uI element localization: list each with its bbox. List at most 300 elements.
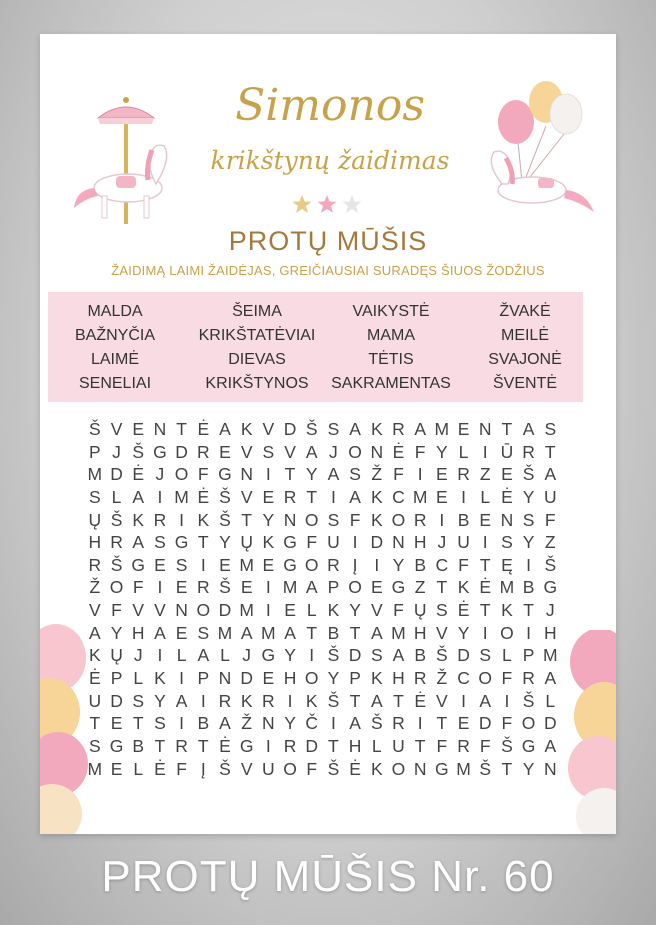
grid-letter[interactable]: Ė <box>392 441 405 462</box>
grid-letter[interactable]: Y <box>110 622 123 643</box>
grid-letter[interactable]: S <box>154 532 166 553</box>
grid-letter[interactable]: T <box>393 690 404 711</box>
grid-letter[interactable]: S <box>132 690 145 711</box>
grid-letter[interactable]: H <box>413 622 427 643</box>
grid-letter[interactable]: F <box>111 600 122 621</box>
grid-letter[interactable]: R <box>413 668 427 689</box>
grid-letter[interactable]: T <box>306 486 318 507</box>
grid-letter[interactable]: G <box>543 577 558 598</box>
grid-letter[interactable]: G <box>218 464 232 485</box>
grid-letter[interactable]: Š <box>305 419 318 439</box>
grid-letter[interactable]: I <box>200 690 206 711</box>
grid-letter[interactable]: O <box>348 577 362 598</box>
grid-letter[interactable]: K <box>370 486 383 507</box>
grid-letter[interactable]: K <box>89 645 101 666</box>
grid-letter[interactable]: E <box>175 577 188 598</box>
grid-letter[interactable]: T <box>306 622 318 643</box>
grid-letter[interactable]: Į <box>352 554 358 575</box>
grid-letter[interactable]: S <box>522 509 535 530</box>
grid-letter[interactable]: R <box>88 554 102 575</box>
grid-letter[interactable]: O <box>391 758 406 779</box>
grid-letter[interactable]: L <box>371 735 382 756</box>
grid-letter[interactable]: R <box>283 735 297 756</box>
grid-letter[interactable]: R <box>283 486 297 507</box>
grid-letter[interactable]: Y <box>392 554 405 575</box>
grid-letter[interactable]: A <box>132 486 145 507</box>
grid-letter[interactable]: Ė <box>414 690 426 711</box>
grid-letter[interactable]: V <box>436 690 448 711</box>
grid-letter[interactable]: M <box>456 758 471 779</box>
grid-letter[interactable]: E <box>219 441 231 462</box>
grid-letter[interactable]: P <box>349 668 361 689</box>
grid-letter[interactable]: J <box>242 645 252 666</box>
grid-letter[interactable]: Z <box>544 532 556 553</box>
grid-letter[interactable]: S <box>327 509 340 530</box>
grid-letter[interactable]: K <box>370 668 383 689</box>
grid-letter[interactable]: M <box>239 600 254 621</box>
grid-letter[interactable]: T <box>241 509 252 530</box>
grid-letter[interactable]: U <box>457 532 470 553</box>
grid-letter[interactable]: M <box>217 622 233 643</box>
grid-letter[interactable]: J <box>155 464 165 485</box>
grid-letter[interactable]: L <box>502 645 512 666</box>
grid-letter[interactable]: A <box>544 464 557 485</box>
grid-letter[interactable]: E <box>436 486 448 507</box>
grid-letter[interactable]: E <box>262 486 275 507</box>
grid-letter[interactable]: L <box>133 758 144 779</box>
grid-letter[interactable]: I <box>526 622 532 643</box>
grid-letter[interactable]: G <box>283 532 297 553</box>
grid-letter[interactable]: E <box>240 577 253 598</box>
grid-letter[interactable]: T <box>197 532 209 553</box>
grid-letter[interactable]: U <box>543 486 557 507</box>
grid-letter[interactable]: P <box>197 668 210 689</box>
grid-letter[interactable]: I <box>352 532 358 553</box>
grid-letter[interactable]: Y <box>522 532 535 553</box>
grid-letter[interactable]: F <box>479 735 491 756</box>
grid-letter[interactable]: D <box>348 645 362 666</box>
grid-letter[interactable]: G <box>521 735 536 756</box>
grid-letter[interactable]: S <box>544 419 557 439</box>
grid-letter[interactable]: F <box>393 600 404 621</box>
grid-letter[interactable]: I <box>179 509 185 530</box>
grid-letter[interactable]: E <box>457 419 470 439</box>
grid-letter[interactable]: E <box>479 509 492 530</box>
grid-letter[interactable]: Š <box>219 486 231 507</box>
grid-letter[interactable]: F <box>414 441 426 462</box>
grid-letter[interactable]: U <box>262 758 275 779</box>
grid-letter[interactable]: E <box>262 668 275 689</box>
grid-letter[interactable]: Š <box>522 464 535 485</box>
grid-letter[interactable]: C <box>392 486 405 507</box>
grid-letter[interactable]: B <box>327 622 340 643</box>
grid-letter[interactable]: D <box>240 668 253 689</box>
grid-letter[interactable]: E <box>262 554 275 575</box>
grid-letter[interactable]: S <box>197 622 210 643</box>
grid-letter[interactable]: E <box>501 464 513 485</box>
grid-letter[interactable]: G <box>435 758 449 779</box>
grid-letter[interactable]: D <box>457 645 470 666</box>
grid-letter[interactable]: A <box>154 622 166 643</box>
grid-letter[interactable]: Ž <box>241 713 252 734</box>
grid-letter[interactable]: T <box>89 713 101 734</box>
grid-letter[interactable]: Ė <box>89 668 101 689</box>
grid-letter[interactable]: O <box>500 622 514 643</box>
grid-letter[interactable]: O <box>304 509 319 530</box>
grid-letter[interactable]: K <box>305 690 318 711</box>
grid-letter[interactable]: Y <box>305 464 318 485</box>
grid-letter[interactable]: U <box>327 532 340 553</box>
grid-letter[interactable]: Ž <box>436 668 448 689</box>
grid-letter[interactable]: N <box>153 419 167 439</box>
grid-letter[interactable]: J <box>437 532 447 553</box>
grid-letter[interactable]: G <box>283 554 297 575</box>
grid-letter[interactable]: V <box>132 600 145 621</box>
grid-letter[interactable]: Ė <box>501 486 513 507</box>
grid-letter[interactable]: K <box>370 758 383 779</box>
grid-letter[interactable]: E <box>132 419 145 439</box>
grid-letter[interactable]: Y <box>262 509 275 530</box>
grid-letter[interactable]: N <box>392 532 405 553</box>
grid-letter[interactable]: Š <box>327 690 340 711</box>
grid-letter[interactable]: M <box>542 645 558 666</box>
grid-letter[interactable]: Y <box>284 645 296 666</box>
grid-letter[interactable]: A <box>544 668 557 689</box>
grid-letter[interactable]: O <box>196 600 211 621</box>
grid-letter[interactable]: Z <box>414 577 426 598</box>
grid-letter[interactable]: L <box>545 690 556 711</box>
grid-letter[interactable]: E <box>457 713 470 734</box>
grid-letter[interactable]: G <box>153 441 167 462</box>
grid-letter[interactable]: B <box>414 554 426 575</box>
grid-letter[interactable]: A <box>284 622 296 643</box>
grid-letter[interactable]: Š <box>327 645 340 666</box>
grid-letter[interactable]: L <box>111 486 122 507</box>
grid-letter[interactable]: V <box>370 600 383 621</box>
grid-letter[interactable]: I <box>179 668 185 689</box>
grid-letter[interactable]: O <box>391 509 406 530</box>
grid-letter[interactable]: M <box>87 464 103 485</box>
grid-letter[interactable]: A <box>370 622 383 643</box>
grid-letter[interactable]: Ę <box>501 554 513 575</box>
grid-letter[interactable]: M <box>412 486 428 507</box>
grid-letter[interactable]: T <box>197 735 209 756</box>
grid-letter[interactable]: I <box>526 554 532 575</box>
grid-letter[interactable]: D <box>175 441 188 462</box>
grid-letter[interactable]: T <box>501 758 513 779</box>
grid-letter[interactable]: Ė <box>219 735 231 756</box>
grid-letter[interactable]: S <box>501 532 513 553</box>
grid-letter[interactable]: T <box>436 713 448 734</box>
grid-letter[interactable]: O <box>521 713 536 734</box>
grid-letter[interactable]: V <box>436 622 448 643</box>
grid-letter[interactable]: F <box>306 758 318 779</box>
grid-letter[interactable]: B <box>414 645 426 666</box>
grid-letter[interactable]: Ų <box>110 645 123 666</box>
grid-letter[interactable]: R <box>457 735 470 756</box>
grid-letter[interactable]: M <box>391 622 406 643</box>
grid-letter[interactable]: S <box>370 645 383 666</box>
grid-letter[interactable]: R <box>196 441 210 462</box>
grid-letter[interactable]: R <box>522 441 535 462</box>
grid-letter[interactable]: F <box>349 509 361 530</box>
grid-letter[interactable]: A <box>349 713 361 734</box>
grid-letter[interactable]: A <box>414 419 426 439</box>
grid-letter[interactable]: L <box>458 441 469 462</box>
grid-letter[interactable]: T <box>132 713 144 734</box>
grid-letter[interactable]: S <box>262 441 275 462</box>
grid-letter[interactable]: M <box>174 486 189 507</box>
grid-letter[interactable]: I <box>461 690 466 711</box>
grid-letter[interactable]: V <box>154 600 166 621</box>
grid-letter[interactable]: I <box>330 713 336 734</box>
grid-letter[interactable]: Ė <box>132 464 145 485</box>
grid-letter[interactable]: F <box>176 758 187 779</box>
grid-letter[interactable]: N <box>478 419 492 439</box>
grid-letter[interactable]: S <box>89 486 101 507</box>
grid-letter[interactable]: T <box>176 419 187 439</box>
grid-letter[interactable]: Ė <box>349 758 361 779</box>
grid-letter[interactable]: R <box>327 554 340 575</box>
grid-letter[interactable]: A <box>89 622 101 643</box>
grid-letter[interactable]: R <box>457 464 470 485</box>
grid-letter[interactable]: K <box>197 509 210 530</box>
grid-letter[interactable]: J <box>329 441 338 462</box>
grid-letter[interactable]: T <box>523 600 534 621</box>
grid-letter[interactable]: N <box>283 509 297 530</box>
grid-letter[interactable]: E <box>110 758 123 779</box>
grid-letter[interactable]: R <box>413 509 427 530</box>
grid-letter[interactable]: I <box>265 735 271 756</box>
grid-letter[interactable]: O <box>304 554 319 575</box>
grid-letter[interactable]: R <box>522 668 535 689</box>
grid-letter[interactable]: U <box>392 735 405 756</box>
grid-letter[interactable]: Š <box>219 577 231 598</box>
grid-letter[interactable]: S <box>327 419 340 439</box>
grid-letter[interactable]: T <box>154 735 166 756</box>
grid-letter[interactable]: Ė <box>154 758 166 779</box>
grid-letter[interactable]: Š <box>501 735 513 756</box>
grid-letter[interactable]: Z <box>479 464 491 485</box>
grid-letter[interactable]: N <box>240 464 253 485</box>
grid-letter[interactable]: Ų <box>88 509 102 530</box>
grid-letter[interactable]: D <box>283 419 297 439</box>
grid-letter[interactable]: T <box>479 600 491 621</box>
grid-letter[interactable]: O <box>174 464 189 485</box>
grid-letter[interactable]: L <box>133 668 144 689</box>
grid-letter[interactable]: I <box>461 486 466 507</box>
grid-letter[interactable]: R <box>392 419 405 439</box>
grid-letter[interactable]: S <box>89 735 101 756</box>
grid-letter[interactable]: K <box>327 600 340 621</box>
grid-letter[interactable]: R <box>110 532 123 553</box>
grid-letter[interactable]: I <box>265 464 271 485</box>
grid-letter[interactable]: V <box>110 419 123 439</box>
grid-letter[interactable]: Š <box>110 509 123 530</box>
grid-letter[interactable]: Š <box>110 554 123 575</box>
grid-letter[interactable]: H <box>131 622 145 643</box>
grid-letter[interactable]: I <box>482 622 488 643</box>
grid-letter[interactable]: D <box>305 735 319 756</box>
grid-letter[interactable]: V <box>284 441 296 462</box>
grid-letter[interactable]: V <box>262 419 275 439</box>
grid-letter[interactable]: B <box>132 735 145 756</box>
grid-letter[interactable]: N <box>413 758 427 779</box>
grid-letter[interactable]: Y <box>327 668 340 689</box>
grid-letter[interactable]: I <box>157 577 163 598</box>
grid-letter[interactable]: M <box>282 577 298 598</box>
grid-letter[interactable]: K <box>370 419 383 439</box>
grid-letter[interactable]: L <box>220 645 230 666</box>
grid-letter[interactable]: J <box>545 600 555 621</box>
grid-letter[interactable]: Š <box>132 441 145 462</box>
grid-letter[interactable]: M <box>261 622 276 643</box>
grid-letter[interactable]: I <box>504 690 510 711</box>
grid-letter[interactable]: V <box>89 600 101 621</box>
grid-letter[interactable]: Š <box>479 758 492 779</box>
grid-letter[interactable]: N <box>370 441 384 462</box>
grid-letter[interactable]: Y <box>436 441 448 462</box>
grid-letter[interactable]: P <box>522 645 535 666</box>
grid-letter[interactable]: A <box>327 464 340 485</box>
grid-letter[interactable]: Ė <box>479 577 492 598</box>
grid-letter[interactable]: Į <box>200 758 206 779</box>
grid-letter[interactable]: A <box>305 577 318 598</box>
grid-letter[interactable]: F <box>197 464 209 485</box>
grid-letter[interactable]: G <box>174 532 189 553</box>
grid-letter[interactable]: F <box>132 577 144 598</box>
grid-letter[interactable]: K <box>132 509 145 530</box>
grid-letter[interactable]: G <box>131 554 146 575</box>
grid-letter[interactable]: T <box>479 554 491 575</box>
grid-letter[interactable]: I <box>287 690 293 711</box>
grid-letter[interactable]: V <box>240 758 253 779</box>
grid-letter[interactable]: E <box>219 554 231 575</box>
grid-letter[interactable]: A <box>392 645 405 666</box>
grid-letter[interactable]: I <box>374 554 380 575</box>
grid-letter[interactable]: O <box>283 758 297 779</box>
grid-letter[interactable]: T <box>436 577 448 598</box>
grid-letter[interactable]: M <box>499 577 515 598</box>
grid-letter[interactable]: P <box>327 577 340 598</box>
grid-letter[interactable]: H <box>283 668 297 689</box>
grid-letter[interactable]: Ų <box>240 532 253 553</box>
grid-letter[interactable]: G <box>109 735 124 756</box>
grid-letter[interactable]: N <box>543 758 557 779</box>
grid-letter[interactable]: D <box>110 690 123 711</box>
grid-letter[interactable]: G <box>239 735 254 756</box>
grid-letter[interactable]: I <box>309 645 315 666</box>
grid-letter[interactable]: E <box>154 554 166 575</box>
grid-letter[interactable]: A <box>349 486 361 507</box>
grid-letter[interactable]: T <box>328 735 339 756</box>
grid-letter[interactable]: O <box>109 577 124 598</box>
grid-letter[interactable]: L <box>306 600 317 621</box>
grid-letter[interactable]: I <box>417 464 423 485</box>
grid-letter[interactable]: V <box>240 486 253 507</box>
grid-letter[interactable]: Š <box>219 509 231 530</box>
grid-letter[interactable]: K <box>240 690 253 711</box>
grid-letter[interactable]: R <box>392 713 405 734</box>
grid-letter[interactable]: S <box>349 464 361 485</box>
grid-letter[interactable]: F <box>458 554 469 575</box>
grid-letter[interactable]: Š <box>327 758 340 779</box>
grid-letter[interactable]: A <box>175 690 188 711</box>
grid-letter[interactable]: Y <box>457 622 470 643</box>
grid-letter[interactable]: H <box>348 735 362 756</box>
grid-letter[interactable]: A <box>305 441 318 462</box>
grid-letter[interactable]: F <box>501 713 513 734</box>
grid-letter[interactable]: D <box>110 464 123 485</box>
grid-letter[interactable]: K <box>457 577 470 598</box>
grid-letter[interactable]: K <box>501 600 513 621</box>
grid-letter[interactable]: Y <box>349 600 361 621</box>
grid-letter[interactable]: F <box>306 532 318 553</box>
grid-letter[interactable]: J <box>112 441 121 462</box>
grid-letter[interactable]: D <box>478 713 492 734</box>
grid-letter[interactable]: A <box>240 622 253 643</box>
grid-letter[interactable]: I <box>482 532 488 553</box>
grid-letter[interactable]: N <box>218 668 232 689</box>
grid-letter[interactable]: E <box>436 464 448 485</box>
grid-letter[interactable]: I <box>482 441 488 462</box>
grid-letter[interactable]: E <box>175 622 188 643</box>
grid-letter[interactable]: A <box>370 690 383 711</box>
grid-letter[interactable]: P <box>110 668 123 689</box>
grid-letter[interactable]: N <box>262 713 275 734</box>
grid-letter[interactable]: A <box>544 735 557 756</box>
grid-letter[interactable]: K <box>370 509 383 530</box>
grid-letter[interactable]: A <box>479 690 492 711</box>
grid-letter[interactable]: T <box>284 464 296 485</box>
grid-letter[interactable]: T <box>544 441 556 462</box>
grid-letter[interactable]: P <box>89 441 101 462</box>
grid-letter[interactable]: F <box>393 464 404 485</box>
grid-letter[interactable]: Č <box>305 713 319 734</box>
grid-letter[interactable]: S <box>436 600 448 621</box>
grid-letter[interactable]: O <box>348 441 362 462</box>
grid-letter[interactable]: R <box>218 690 232 711</box>
grid-letter[interactable]: A <box>219 713 231 734</box>
grid-letter[interactable]: Š <box>436 645 448 666</box>
grid-letter[interactable]: B <box>457 509 470 530</box>
grid-letter[interactable]: D <box>543 713 557 734</box>
grid-letter[interactable]: Š <box>219 758 231 779</box>
grid-letter[interactable]: T <box>501 419 513 439</box>
grid-letter[interactable]: A <box>132 532 145 553</box>
grid-letter[interactable]: I <box>439 509 445 530</box>
grid-letter[interactable]: O <box>478 668 493 689</box>
grid-letter[interactable]: S <box>479 645 492 666</box>
grid-letter[interactable]: M <box>434 419 450 439</box>
grid-letter[interactable]: H <box>88 532 102 553</box>
grid-letter[interactable]: A <box>522 419 535 439</box>
grid-letter[interactable]: L <box>480 486 491 507</box>
grid-letter[interactable]: K <box>240 419 253 439</box>
grid-letter[interactable]: M <box>239 554 254 575</box>
grid-letter[interactable]: D <box>370 532 384 553</box>
grid-letter[interactable]: F <box>544 509 556 530</box>
grid-letter[interactable]: H <box>392 668 405 689</box>
grid-letter[interactable]: Š <box>544 554 557 575</box>
grid-letter[interactable]: K <box>262 532 275 553</box>
grid-letter[interactable]: Ė <box>457 600 470 621</box>
grid-letter[interactable]: Ė <box>197 486 210 507</box>
grid-letter[interactable]: Ų <box>413 600 427 621</box>
grid-letter[interactable]: I <box>157 486 163 507</box>
grid-letter[interactable]: G <box>261 645 276 666</box>
grid-letter[interactable]: S <box>175 554 188 575</box>
